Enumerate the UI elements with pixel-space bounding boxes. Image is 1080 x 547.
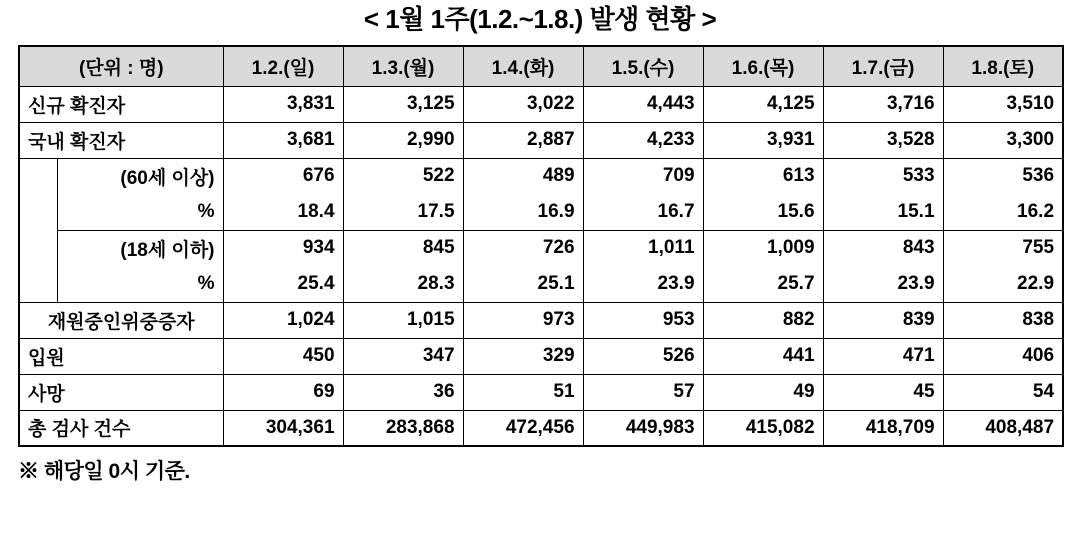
- cell-value: 18.4: [223, 194, 343, 230]
- column-header-1: 1.2.(일): [223, 46, 343, 86]
- cell-value: 1,009: [703, 230, 823, 266]
- cell-value: 3,716: [823, 86, 943, 122]
- cell-value: 54: [943, 374, 1063, 410]
- cell-value: 522: [343, 158, 463, 194]
- row-label-total-tests: 총 검사 건수: [19, 410, 223, 446]
- covid-statistics-table: [18, 45, 1064, 447]
- cell-value: 25.1: [463, 266, 583, 302]
- cell-value: 449,983: [583, 410, 703, 446]
- row-label-hospitalized: 입원: [19, 338, 223, 374]
- cell-value: 441: [703, 338, 823, 374]
- cell-value: 1,011: [583, 230, 703, 266]
- table-row: [19, 158, 1063, 194]
- cell-value: 23.9: [823, 266, 943, 302]
- cell-value: 450: [223, 338, 343, 374]
- cell-value: 49: [703, 374, 823, 410]
- table-row: [19, 410, 1063, 446]
- cell-value: 57: [583, 374, 703, 410]
- row-label-new-cases: 신규 확진자: [19, 86, 223, 122]
- table-row: [19, 194, 1063, 230]
- column-header-2: 1.3.(월): [343, 46, 463, 86]
- cell-value: 845: [343, 230, 463, 266]
- cell-value: 755: [943, 230, 1063, 266]
- cell-value: 3,300: [943, 122, 1063, 158]
- cell-value: 17.5: [343, 194, 463, 230]
- cell-value: 838: [943, 302, 1063, 338]
- cell-value: 3,528: [823, 122, 943, 158]
- cell-value: 347: [343, 338, 463, 374]
- table-header-row: [19, 46, 1063, 86]
- column-header-3: 1.4.(화): [463, 46, 583, 86]
- cell-value: 16.7: [583, 194, 703, 230]
- cell-value: 953: [583, 302, 703, 338]
- column-header-4: 1.5.(수): [583, 46, 703, 86]
- cell-value: 4,233: [583, 122, 703, 158]
- column-header-7: 1.8.(토): [943, 46, 1063, 86]
- cell-value: 22.9: [943, 266, 1063, 302]
- row-label-deaths: 사망: [19, 374, 223, 410]
- cell-value: 533: [823, 158, 943, 194]
- table-row: [19, 338, 1063, 374]
- row-label-age-60-plus: (60세 이상): [57, 158, 223, 194]
- row-label-critical-cases: 재원중인위중증자: [19, 302, 223, 338]
- cell-value: 3,931: [703, 122, 823, 158]
- subgroup-indent-spacer: [19, 158, 57, 302]
- unit-header-cell: (단위 : 명): [19, 46, 223, 86]
- cell-value: 69: [223, 374, 343, 410]
- cell-value: 472,456: [463, 410, 583, 446]
- cell-value: 973: [463, 302, 583, 338]
- cell-value: 329: [463, 338, 583, 374]
- cell-value: 2,990: [343, 122, 463, 158]
- cell-value: 1,015: [343, 302, 463, 338]
- cell-value: 843: [823, 230, 943, 266]
- footnote: ※ 해당일 0시 기준.: [18, 460, 190, 484]
- cell-value: 15.6: [703, 194, 823, 230]
- cell-value: 16.2: [943, 194, 1063, 230]
- cell-value: 934: [223, 230, 343, 266]
- cell-value: 406: [943, 338, 1063, 374]
- cell-value: 471: [823, 338, 943, 374]
- cell-value: 3,125: [343, 86, 463, 122]
- cell-value: 676: [223, 158, 343, 194]
- table-row: [19, 374, 1063, 410]
- cell-value: 613: [703, 158, 823, 194]
- cell-value: 3,510: [943, 86, 1063, 122]
- cell-value: 283,868: [343, 410, 463, 446]
- page-title: < 1월 1주(1.2.~1.8.) 발생 현황 >: [363, 4, 717, 34]
- table-row: [19, 266, 1063, 302]
- cell-value: 36: [343, 374, 463, 410]
- cell-value: 882: [703, 302, 823, 338]
- cell-value: 536: [943, 158, 1063, 194]
- cell-value: 45: [823, 374, 943, 410]
- cell-value: 2,887: [463, 122, 583, 158]
- table-row: [19, 302, 1063, 338]
- cell-value: 4,125: [703, 86, 823, 122]
- cell-value: 709: [583, 158, 703, 194]
- cell-value: 3,831: [223, 86, 343, 122]
- cell-value: 3,022: [463, 86, 583, 122]
- row-label-domestic-cases: 국내 확진자: [19, 122, 223, 158]
- cell-value: 4,443: [583, 86, 703, 122]
- table-row: [19, 230, 1063, 266]
- table-row: [19, 86, 1063, 122]
- document-page: [0, 4, 1080, 547]
- cell-value: 304,361: [223, 410, 343, 446]
- cell-value: 51: [463, 374, 583, 410]
- column-header-5: 1.6.(목): [703, 46, 823, 86]
- cell-value: 418,709: [823, 410, 943, 446]
- cell-value: 839: [823, 302, 943, 338]
- cell-value: 28.3: [343, 266, 463, 302]
- row-label-age-18-under: (18세 이하): [57, 230, 223, 266]
- row-label-age-60-plus-pct: %: [57, 194, 223, 230]
- cell-value: 3,681: [223, 122, 343, 158]
- cell-value: 415,082: [703, 410, 823, 446]
- column-header-6: 1.7.(금): [823, 46, 943, 86]
- cell-value: 408,487: [943, 410, 1063, 446]
- cell-value: 16.9: [463, 194, 583, 230]
- cell-value: 489: [463, 158, 583, 194]
- row-label-age-18-under-pct: %: [57, 266, 223, 302]
- cell-value: 1,024: [223, 302, 343, 338]
- cell-value: 23.9: [583, 266, 703, 302]
- table-row: [19, 122, 1063, 158]
- cell-value: 726: [463, 230, 583, 266]
- cell-value: 25.7: [703, 266, 823, 302]
- cell-value: 526: [583, 338, 703, 374]
- cell-value: 15.1: [823, 194, 943, 230]
- cell-value: 25.4: [223, 266, 343, 302]
